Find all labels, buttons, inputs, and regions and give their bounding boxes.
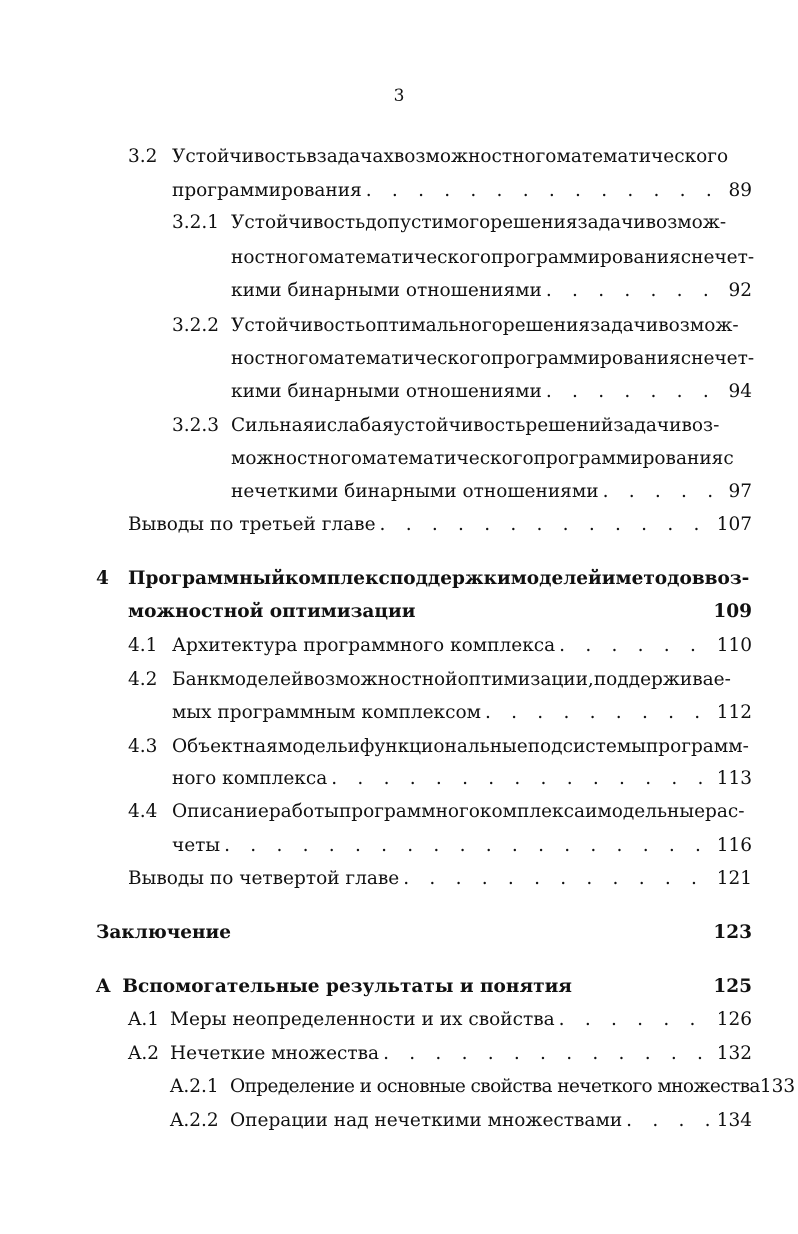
toc-title-line: Устойчивость в задачах возможностного математического	[172, 146, 729, 167]
toc-title-leader: Нечеткие множества . . . 132	[170, 1042, 752, 1066]
toc-number: 3.2.2	[172, 315, 220, 336]
toc-page: 134	[716, 1110, 752, 1131]
toc-title-line: можностного математического программирования с	[231, 448, 734, 469]
toc-title-leader: кими бинарными отношениями . . . 94	[231, 380, 752, 404]
toc-number: A.1	[128, 1009, 160, 1030]
toc-title-line: Объектная модель и функциональные подсистемы программ-	[172, 736, 749, 757]
toc-page: 132	[716, 1043, 752, 1064]
toc-page: 112	[716, 702, 752, 723]
toc-title-line: ностного математического программирования с нечет-	[231, 247, 755, 268]
toc-title-leader: программирования . . . 89	[172, 179, 752, 203]
toc-entry-conclusion[interactable]: Заключение 123	[96, 922, 752, 943]
toc-page: 89	[728, 180, 752, 201]
toc-title-leader: Операции над нечеткими множествами . . . 134	[230, 1109, 752, 1133]
toc-number: 3.2.3	[172, 415, 220, 436]
toc-page: 94	[728, 381, 752, 402]
toc-page: 116	[716, 835, 752, 856]
toc-page: 97	[728, 481, 752, 502]
chapter-page: 123	[713, 922, 752, 943]
chapter-page: 109	[713, 601, 752, 622]
toc-page: 126	[716, 1009, 752, 1030]
chapter-number: 4	[96, 568, 109, 589]
toc-number: 3.2	[128, 146, 158, 167]
toc-number: 4.4	[128, 801, 158, 822]
appendix-number: A	[96, 976, 111, 997]
toc-title-line: Сильная и слабая устойчивость решений задачи воз-	[231, 415, 720, 436]
chapter-title-line: Программный комплекс поддержки моделей и методов воз-	[128, 568, 750, 589]
toc-title-line: ностного математического программирования с нечет-	[231, 348, 755, 369]
page-number: 3	[393, 86, 405, 106]
toc-number: 3.2.1	[172, 212, 220, 233]
toc-title-leader: Определение и основные свойства нечеткого множества 133	[230, 1076, 796, 1097]
chapter-page: 125	[713, 976, 752, 997]
toc-page: 92	[728, 280, 752, 301]
toc-page: 121	[716, 868, 752, 889]
toc-title-leader: кими бинарными отношениями . . . 92	[231, 279, 752, 303]
toc-entry-conclusions-4[interactable]: Выводы по четвертой главе . . . 121	[128, 867, 752, 891]
toc-page: 107	[716, 514, 752, 535]
toc-title-line: Описание работы программного комплекса и модельные рас-	[172, 801, 745, 822]
toc-title-leader: мых программным комплексом . . . 112	[172, 701, 752, 725]
toc-number: 4.3	[128, 736, 158, 757]
toc-title-leader: Архитектура программного комплекса . . . 110	[172, 634, 752, 658]
toc-page: 113	[716, 768, 752, 789]
toc-page: 133	[759, 1076, 796, 1097]
toc-page: 110	[716, 635, 752, 656]
toc-number: 4.1	[128, 635, 158, 656]
toc-number: 4.2	[128, 669, 158, 690]
toc-title-leader: Меры неопределенности и их свойства . . . 126	[170, 1008, 752, 1032]
toc-title-line: Устойчивость оптимального решения задачи возмож-	[231, 315, 739, 336]
toc-title-leader: четы . . . 116	[172, 834, 752, 858]
toc-entry-conclusions-3[interactable]: Выводы по третьей главе . . . 107	[128, 513, 752, 537]
toc-title-line: Банк моделей возможностной оптимизации, поддерживае-	[172, 669, 731, 690]
toc-number: A.2.2	[170, 1110, 219, 1131]
toc-title-leader: ного комплекса . . . 113	[172, 767, 752, 791]
toc-title-line: Устойчивость допустимого решения задачи возмож-	[231, 212, 727, 233]
appendix-title: Вспомогательные результаты и понятия	[122, 976, 572, 997]
toc-title-leader: нечеткими бинарными отношениями . . . 97	[231, 480, 752, 504]
chapter-title-line: можностной оптимизации 109	[128, 601, 752, 622]
toc-entry-appendix-a[interactable]	[96, 975, 752, 999]
toc-number: A.2.1	[170, 1076, 219, 1097]
toc-number: A.2	[128, 1043, 160, 1064]
